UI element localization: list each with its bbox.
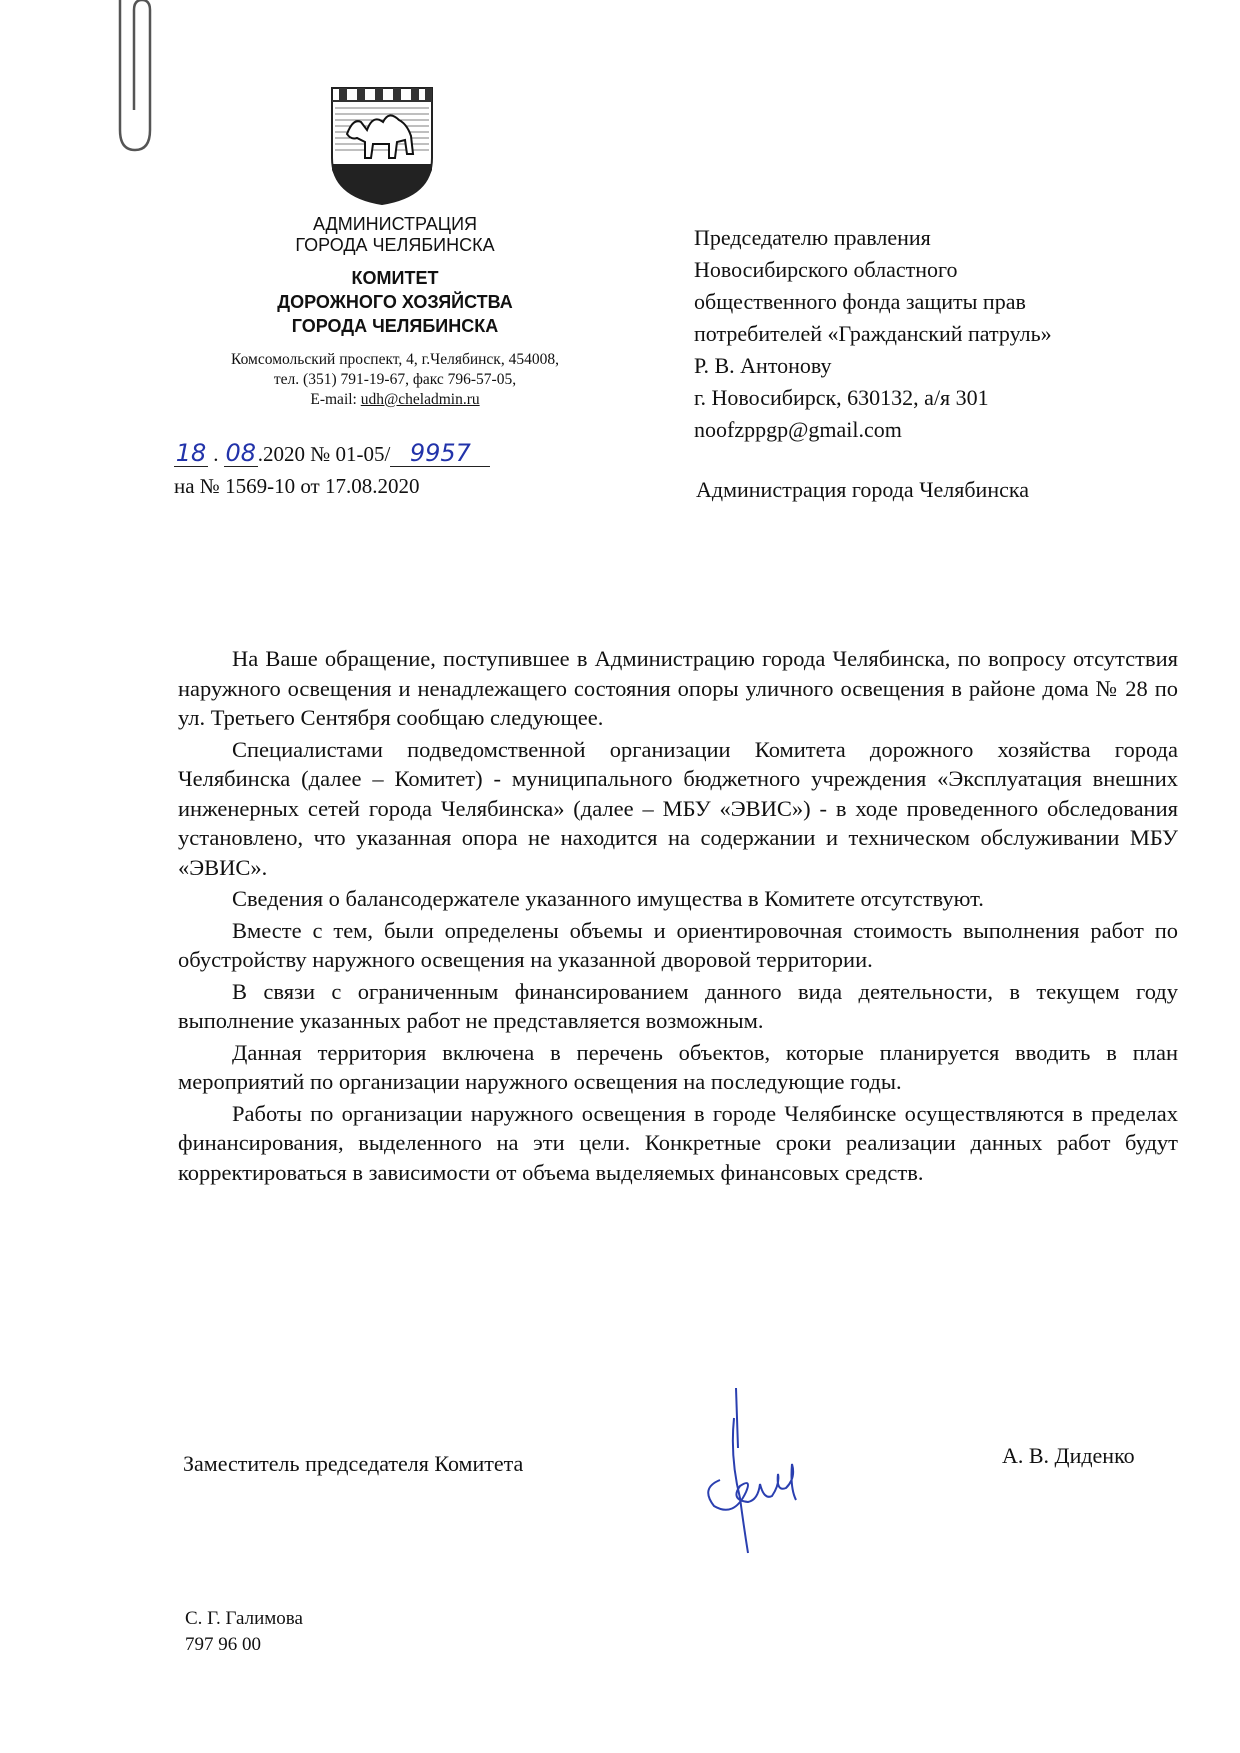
committee-line-3: ГОРОДА ЧЕЛЯБИНСКА [291, 316, 499, 336]
committee-line-1: КОМИТЕТ [351, 268, 439, 288]
body-paragraph: Работы по организации наружного освещения в городе Челябинске осуществляются в пределах финансирования, выделенного на эти цели. Конкретные сроки реализации данных работ будут корректироваться в зависимости от объема выделяемых финансовых средств. [178, 1100, 1178, 1185]
recipient-email[interactable]: noofzppgp@gmail.com [694, 417, 902, 442]
letter-body [178, 644, 1178, 1189]
committee-line-2: ДОРОЖНОГО ХОЗЯЙСТВА [277, 292, 513, 312]
paper-clip-icon [100, 0, 170, 160]
org-address: Комсомольский проспект, 4, г.Челябинск, 454008, [231, 351, 559, 368]
recipient-line: Р. В. Антонову [694, 353, 832, 378]
recipient-line: Председателю правления [694, 225, 931, 250]
signatory-position: Заместитель председателя Комитета [183, 1451, 524, 1476]
executor-block [185, 1606, 303, 1658]
body-paragraph: Специалистами подведомственной организации Комитета дорожного хозяйства города Челябинска (далее – Комитет) - муниципального бюджетного учреждения «Эксплуатация внешних инженерных сетей города Челябинска» (далее – МБУ «ЭВИС») - в ходе проведенного обследования установлено, что указанная опора не находится на содержании и техническом обслуживании МБУ «ЭВИС». [178, 736, 1178, 880]
recipient-block [694, 222, 1174, 446]
body-paragraph: На Ваше обращение, поступившее в Администрацию города Челябинска, по вопросу отсутствия наружного освещения и ненадлежащего состояния опоры уличного освещения в районе дома № 28 по ул. Третьего Сентября сообщаю следующее. [178, 646, 1178, 730]
recipient-line: Новосибирского областного [694, 257, 958, 282]
handwritten-signature-icon [700, 1388, 810, 1558]
handwritten-number: 9957 [390, 440, 490, 467]
outgoing-reference: 18 . 08.2020 № 01-05/ 9957 [174, 440, 490, 467]
org-email-line [180, 390, 610, 410]
copy-to-recipient: Администрация города Челябинска [696, 477, 1029, 502]
org-administration-header [180, 214, 610, 256]
reply-to-reference: на № 1569-10 от 17.08.2020 [174, 474, 420, 498]
admin-line-2: ГОРОДА ЧЕЛЯБИНСКА [295, 235, 495, 255]
org-committee-header [180, 266, 610, 338]
recipient-line: г. Новосибирск, 630132, а/я 301 [694, 385, 989, 410]
body-paragraph: Сведения о балансодержателе указанного имущества в Комитете отсутствуют. [232, 886, 984, 911]
body-paragraph: Вместе с тем, были определены объемы и ориентировочная стоимость выполнения работ по обустройству наружного освещения на указанной дворовой территории. [178, 917, 1178, 972]
recipient-line: общественного фонда защиты прав [694, 289, 1026, 314]
org-contact-block [180, 350, 610, 410]
email-prefix: E-mail: [310, 391, 361, 408]
city-emblem-icon [327, 78, 437, 208]
reference-year-prefix: .2020 № 01-05/ [257, 442, 391, 466]
executor-phone: 797 96 00 [185, 1634, 261, 1655]
signatory-name: А. В. Диденко [1002, 1443, 1135, 1468]
recipient-line: потребителей «Гражданский патруль» [694, 321, 1052, 346]
admin-line-1: АДМИНИСТРАЦИЯ [312, 214, 478, 234]
handwritten-day: 18 [175, 439, 207, 467]
org-email-link[interactable]: udh@cheladmin.ru [360, 391, 480, 408]
handwritten-month: 08 [225, 439, 257, 467]
executor-name: С. Г. Галимова [185, 1608, 303, 1629]
body-paragraph: В связи с ограниченным финансированием данного вида деятельности, в текущем году выполнение указанных работ не представляется возможным. [178, 978, 1178, 1033]
body-paragraph: Данная территория включена в перечень объектов, которые планируется вводить в план мероприятий по организации наружного освещения на последующие годы. [178, 1039, 1178, 1094]
org-phones: тел. (351) 791-19-67, факс 796-57-05, [273, 371, 517, 388]
